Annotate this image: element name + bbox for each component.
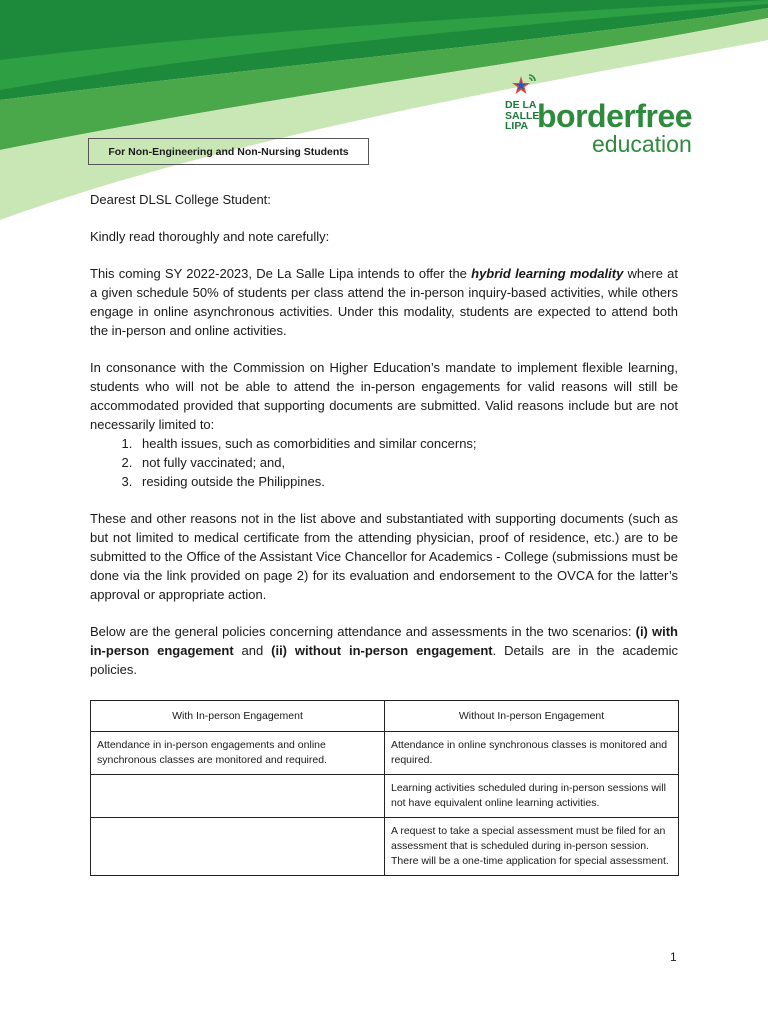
table-cell: [91, 818, 385, 876]
paragraph-submission: These and other reasons not in the list above and substantiated with supporting documents (such as but not limited to medical certificate from the attending physician, proof of residence, etc.) are to be submitted to the Office of the Assistant Vice Chancellor for Academics - College (submissions must be done via the link provided on page 2) for its evaluation and endorsement to the OVCA for the latter’s approval or appropriate action.: [90, 511, 678, 602]
dlsl-wordmark: DE LA SALLE LIPA: [505, 99, 540, 132]
star-logo-icon: [509, 72, 539, 102]
brand-sub: education: [592, 131, 692, 157]
table-cell: Attendance in online synchronous classes is monitored and required.: [385, 732, 679, 775]
table-header-row: [91, 701, 679, 732]
audience-tag: For Non-Engineering and Non-Nursing Students: [88, 138, 369, 165]
table-row: [91, 818, 679, 876]
policy-table: [90, 700, 679, 876]
table-cell: Attendance in in-person engagements and online synchronous classes are monitored and required.: [91, 732, 385, 775]
list-item: 3. residing outside the Philippines.: [136, 472, 678, 491]
table-cell: Learning activities scheduled during in-person sessions will not have equivalent online learning activities.: [385, 775, 679, 818]
letter-body: [90, 190, 678, 697]
intro: Kindly read thoroughly and note carefully:: [90, 229, 330, 244]
table-cell: [91, 775, 385, 818]
page-number: 1: [670, 950, 677, 964]
paragraph-ched: In consonance with the Commission on Higher Education’s mandate to implement flexible learning, students who will not be able to attend the in-person engagements for valid reasons will still be accommodated provided that supporting documents are submitted. Valid reasons include but are not necessarily limited to:: [90, 360, 678, 432]
salutation: Dearest DLSL College Student:: [90, 192, 271, 207]
borderfree-logo: [505, 72, 735, 162]
table-row: [91, 775, 679, 818]
table-cell: A request to take a special assessment must be filed for an assessment that is scheduled during in-person session. There will be a one-time application for special assessment.: [385, 818, 679, 876]
reasons-list: [90, 434, 678, 491]
table-row: [91, 732, 679, 775]
paragraph-policies: Below are the general policies concerning attendance and assessments in the two scenarios: (i) with in-person engagement and (ii) without in-person engagement. Details are in the academic policies.: [90, 624, 678, 677]
column-header: Without In-person Engagement: [385, 701, 679, 732]
brand-word: borderfree: [537, 98, 693, 134]
column-header: With In-person Engagement: [91, 701, 385, 732]
list-item: 2. not fully vaccinated; and,: [136, 453, 678, 472]
list-item: 1. health issues, such as comorbidities and similar concerns;: [136, 434, 678, 453]
paragraph-modality: This coming SY 2022-2023, De La Salle Lipa intends to offer the hybrid learning modality where at a given schedule 50% of students per class attend the in-person inquiry-based activities, while others engage in online asynchronous activities. Under this modality, students are expected to attend both the in-person and online activities.: [90, 266, 678, 338]
